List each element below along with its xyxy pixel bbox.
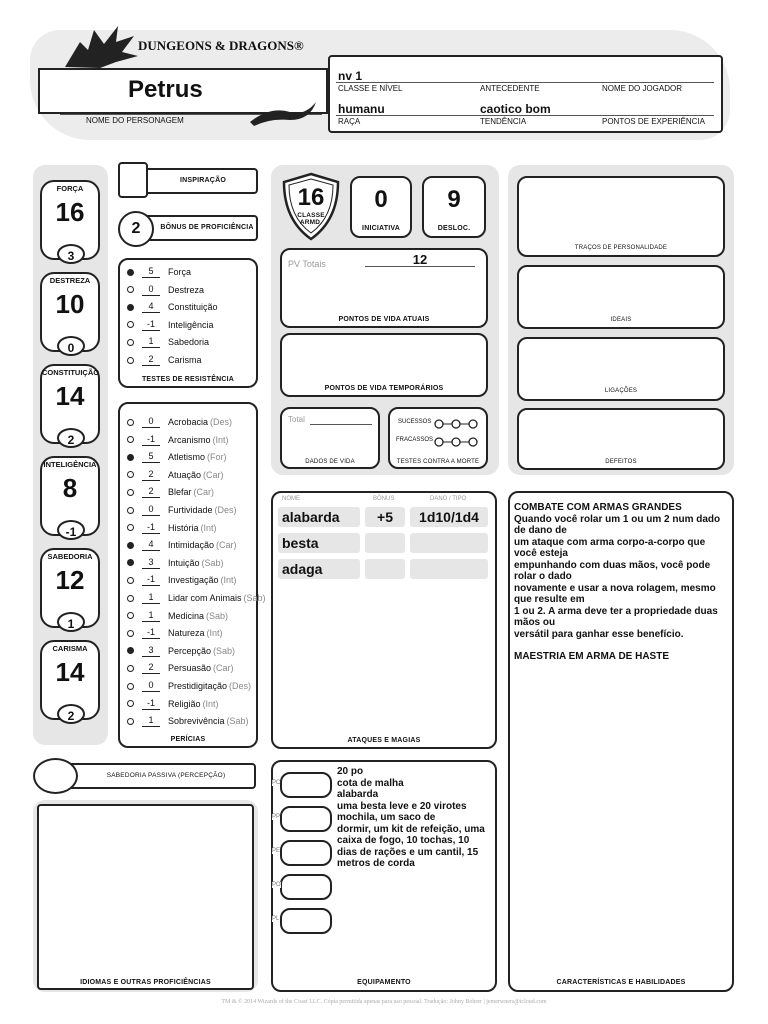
- skill-value: 3: [142, 557, 160, 569]
- equipment-line: cota de malha: [337, 777, 404, 789]
- proficiency-dot-icon[interactable]: [127, 304, 134, 311]
- proficiency-dot-icon[interactable]: [127, 321, 134, 328]
- skill-name: Furtividade: [168, 505, 213, 515]
- skill-value: 4: [142, 539, 160, 551]
- initiative-value[interactable]: 0: [374, 186, 388, 213]
- hp-temp-label: PONTOS DE VIDA TEMPORÁRIOS: [324, 385, 444, 392]
- skill-name: Arcanismo: [168, 434, 211, 445]
- attacks-box: [271, 491, 497, 749]
- skill-ability: (Int): [202, 698, 219, 709]
- skill-ability: (Sab): [206, 610, 229, 621]
- alignment-label: TENDÊNCIA: [480, 117, 527, 126]
- feature-line: MAESTRIA EM ARMA DE HASTE: [514, 651, 669, 662]
- skill-name: Intuição: [168, 557, 200, 568]
- feature-line: COMBATE COM ARMAS GRANDES: [514, 502, 682, 513]
- skill-value: 0: [142, 504, 160, 516]
- character-name-label: NOME DO PERSONAGEM: [86, 116, 184, 125]
- saving-throw-value: 4: [142, 301, 160, 313]
- hit-dice-label: DADOS DE VIDA: [305, 459, 355, 465]
- saving-throw-row[interactable]: [127, 283, 204, 297]
- skill-row[interactable]: [127, 626, 223, 640]
- equipment-label: EQUIPAMENTO: [357, 979, 411, 986]
- skill-value: -1: [142, 434, 160, 446]
- skill-value: 1: [142, 592, 160, 604]
- ability-name: FORÇA: [56, 184, 84, 193]
- features-label: CARACTERÍSTICAS E HABILIDADES: [556, 979, 686, 986]
- successes-label: SUCESSOS: [398, 419, 432, 425]
- attack-col-bonus: BÔNUS: [373, 496, 395, 502]
- skill-name: Lidar com Animais: [168, 593, 242, 603]
- attack-damage[interactable]: [410, 533, 488, 553]
- coin-box[interactable]: [272, 806, 332, 832]
- armor-class-value[interactable]: 16: [297, 184, 325, 211]
- xp-label: PONTOS DE EXPERIÊNCIA: [602, 117, 705, 126]
- skill-value: 0: [142, 416, 160, 428]
- skill-name: Investigação: [168, 575, 219, 586]
- death-saves-label: TESTES CONTRA A MORTE: [396, 459, 480, 465]
- ability-name: INTELIGÊNCIA: [43, 460, 97, 469]
- equipment-line: dormir, um kit de refeição, uma: [337, 823, 485, 835]
- attack-col-name: NOME: [282, 496, 300, 502]
- initiative-label: INICIATIVA: [362, 225, 400, 232]
- ability-score[interactable]: 14: [55, 657, 85, 687]
- class-level-label: CLASSE E NÍVEL: [338, 84, 403, 93]
- skill-value: -1: [142, 698, 160, 710]
- attack-bonus[interactable]: +5: [365, 507, 405, 527]
- ability-box: [40, 364, 100, 447]
- tail-icon: [250, 96, 320, 126]
- ability-modifier[interactable]: 2: [57, 428, 85, 448]
- skill-name: Persuasão: [168, 663, 212, 674]
- skill-value: 5: [142, 451, 160, 463]
- coin-label: PO: [272, 882, 281, 888]
- proficiency-dot-icon[interactable]: [127, 269, 134, 276]
- skill-ability: (Int): [200, 522, 217, 533]
- skill-value: 0: [142, 680, 160, 692]
- failures-circles[interactable]: [434, 434, 478, 444]
- proficiency-dot-icon[interactable]: [127, 524, 134, 531]
- bonds-label: LIGAÇÕES: [604, 388, 638, 394]
- coin-label: PE: [272, 848, 281, 854]
- saving-throw-value: 1: [142, 336, 160, 348]
- skill-ability: (Des): [214, 505, 237, 515]
- attack-bonus[interactable]: [365, 559, 405, 579]
- saving-throw-name: Sabedoria: [168, 337, 210, 348]
- ability-name: DESTREZA: [49, 276, 91, 285]
- feature-line: [514, 640, 728, 651]
- languages-box[interactable]: [37, 804, 254, 990]
- hp-current-label: PONTOS DE VIDA ATUAIS: [338, 316, 430, 323]
- passive-wisdom-label: SABEDORIA PASSIVA (PERCEPÇÃO): [106, 772, 226, 779]
- coin-label: PL: [272, 916, 280, 922]
- ideals-label: IDEAIS: [610, 317, 632, 323]
- equipment-text[interactable]: [337, 766, 492, 870]
- flaws-label: DEFEITOS: [605, 459, 637, 465]
- attack-col-damage: DANO / TIPO: [430, 496, 467, 502]
- feature-line: versátil para ganhar esse benefício.: [514, 628, 684, 640]
- race-value[interactable]: humanu: [338, 102, 385, 116]
- saving-throw-value: 2: [142, 354, 160, 366]
- ability-modifier[interactable]: 3: [57, 244, 85, 264]
- proficiency-dot-icon[interactable]: [127, 665, 134, 672]
- ability-modifier[interactable]: 0: [57, 336, 85, 356]
- skill-value: 2: [142, 662, 160, 674]
- attacks-label: ATAQUES E MAGIAS: [347, 737, 421, 744]
- skill-name: Natureza: [168, 628, 205, 639]
- ability-box: [40, 272, 100, 355]
- saving-throw-row[interactable]: [127, 265, 191, 279]
- ability-score[interactable]: 10: [55, 289, 85, 319]
- proficiency-dot-icon[interactable]: [127, 436, 134, 443]
- saving-throw-value: -1: [142, 319, 160, 331]
- skill-name: Medicina: [168, 610, 205, 621]
- skills-label: PERÍCIAS: [170, 736, 206, 743]
- skill-ability: (Sab): [201, 557, 224, 568]
- proficiency-dot-icon[interactable]: [127, 612, 134, 619]
- traits-label: TRAÇOS DE PERSONALIDADE: [574, 245, 668, 251]
- proficiency-dot-icon[interactable]: [127, 577, 134, 584]
- ability-name: CONSTITUIÇÃO: [42, 368, 100, 377]
- ability-score[interactable]: 16: [55, 197, 85, 227]
- armor-class-label: CLASSE ARMD.: [297, 212, 325, 226]
- skill-ability: (Int): [206, 628, 223, 639]
- attack-name[interactable]: alabarda: [278, 507, 360, 527]
- saving-throw-name: Constituição: [168, 302, 218, 313]
- ability-box: [40, 640, 100, 723]
- saving-throw-row[interactable]: [127, 300, 218, 314]
- proficiency-dot-icon[interactable]: [127, 339, 134, 346]
- ability-modifier[interactable]: 2: [57, 704, 85, 724]
- character-name[interactable]: Petrus: [128, 76, 203, 103]
- logo-text: DUNGEONS & DRAGONS®: [138, 38, 304, 53]
- dragon-logo-icon: [60, 22, 140, 72]
- successes-circles[interactable]: [434, 416, 478, 426]
- skill-row[interactable]: [127, 485, 214, 499]
- feature-line: Quando você rolar um 1 ou um 2 num dado de dano de: [514, 513, 721, 536]
- features-text[interactable]: [514, 502, 728, 663]
- coin-box[interactable]: [272, 908, 332, 934]
- ability-score[interactable]: 8: [62, 473, 78, 503]
- coin-box[interactable]: [272, 772, 332, 798]
- skill-name: Acrobacia: [168, 417, 209, 427]
- skill-name: Blefar: [168, 487, 192, 498]
- hit-dice-total-label: Total: [288, 415, 305, 424]
- skill-row[interactable]: [127, 468, 224, 482]
- skill-value: 2: [142, 469, 160, 481]
- proficiency-dot-icon[interactable]: [127, 647, 134, 654]
- saving-throws-label: TESTES DE RESISTÊNCIA: [141, 376, 235, 383]
- equipment-line: caixa de fogo, 10 tochas, 10: [337, 835, 470, 846]
- skill-ability: (Int): [212, 434, 229, 445]
- ability-box: [40, 180, 100, 263]
- skill-name: Intimidação: [168, 540, 215, 551]
- skill-row[interactable]: [127, 450, 227, 464]
- skill-row[interactable]: [127, 415, 232, 429]
- ability-modifier[interactable]: 1: [57, 612, 85, 632]
- skill-name: Sobrevivência: [168, 716, 225, 727]
- skill-name: Atuação: [168, 469, 202, 480]
- equipment-line: mochila, um saco de: [337, 812, 436, 823]
- saving-throw-name: Destreza: [168, 284, 205, 295]
- equipment-line: 20 po: [337, 766, 364, 777]
- attack-damage[interactable]: [410, 559, 488, 579]
- class-level-value[interactable]: nv 1: [338, 69, 363, 83]
- proficiency-dot-icon[interactable]: [127, 471, 134, 478]
- proficiency-dot-icon[interactable]: [127, 630, 134, 637]
- feature-line: um ataque com arma corpo-a-corpo que você esteja: [514, 536, 706, 559]
- proficiency-dot-icon[interactable]: [127, 559, 134, 566]
- ability-name: SABEDORIA: [47, 552, 93, 561]
- background-label: ANTECEDENTE: [480, 84, 540, 93]
- skill-name: Prestidigitação: [168, 681, 228, 691]
- proficiency-dot-icon[interactable]: [127, 357, 134, 364]
- skill-name: Atletismo: [168, 452, 206, 463]
- skill-row[interactable]: [127, 714, 249, 728]
- skill-ability: (Car): [213, 663, 234, 674]
- ability-box: [40, 548, 100, 631]
- attack-bonus[interactable]: [365, 533, 405, 553]
- inspiration-label: INSPIRAÇÃO: [180, 177, 226, 184]
- skill-row[interactable]: [127, 503, 237, 517]
- skill-name: Religião: [168, 698, 201, 709]
- footer-text: TM & © 2014 Wizards of the Coast LLC. Cópia permitida apenas para uso pessoal. Tradução: Johny Bohrer | jemerwners@icloud.com: [221, 999, 547, 1005]
- passive-wisdom-value[interactable]: [33, 758, 78, 794]
- feature-line: 1 ou 2. A arma deve ter a propriedade duas mãos ou: [514, 605, 718, 628]
- skill-ability: (Car): [203, 469, 224, 480]
- skill-value: -1: [142, 627, 160, 639]
- proficiency-dot-icon[interactable]: [127, 542, 134, 549]
- ability-box: [40, 456, 100, 539]
- coin-box[interactable]: [272, 840, 332, 866]
- proficiency-dot-icon[interactable]: [127, 700, 134, 707]
- skill-row[interactable]: [127, 661, 234, 675]
- ability-name: CARISMA: [52, 644, 88, 653]
- ability-score[interactable]: 12: [55, 565, 85, 595]
- ability-score[interactable]: 14: [55, 381, 85, 411]
- proficiency-dot-icon[interactable]: [127, 454, 134, 461]
- saving-throw-row[interactable]: [127, 335, 209, 349]
- equipment-line: uma besta leve e 20 virotes: [337, 800, 467, 812]
- attack-damage[interactable]: 1d10/1d4: [410, 507, 488, 527]
- proficiency-dot-icon[interactable]: [127, 718, 134, 725]
- skill-ability: (For): [207, 452, 227, 463]
- coin-label: PC: [272, 780, 281, 786]
- skill-ability: (Sab): [213, 645, 236, 656]
- skill-row[interactable]: [127, 591, 266, 605]
- proficiency-dot-icon[interactable]: [127, 419, 134, 426]
- speed-label: DESLOC.: [437, 225, 471, 232]
- skill-ability: (Sab): [243, 593, 266, 603]
- ability-modifier[interactable]: -1: [57, 520, 85, 540]
- skill-row[interactable]: [127, 609, 228, 623]
- hp-total-label: PV Totais: [288, 259, 326, 269]
- skill-row[interactable]: [127, 679, 251, 693]
- equipment-line: metros de corda: [337, 858, 415, 869]
- skill-ability: (Des): [210, 417, 233, 427]
- proficiency-dot-icon[interactable]: [127, 489, 134, 496]
- inspiration-value[interactable]: [118, 162, 148, 198]
- skill-value: -1: [142, 574, 160, 586]
- skill-row[interactable]: [127, 433, 229, 447]
- skill-row[interactable]: [127, 644, 235, 658]
- skill-name: Percepção: [168, 645, 212, 656]
- skill-value: 1: [142, 715, 160, 727]
- skill-value: 3: [142, 645, 160, 657]
- skill-value: 2: [142, 486, 160, 498]
- attack-name[interactable]: besta: [278, 533, 360, 553]
- saving-throw-value: 0: [142, 284, 160, 296]
- skill-value: -1: [142, 522, 160, 534]
- skill-ability: (Sab): [226, 716, 249, 727]
- skill-ability: (Des): [229, 681, 252, 691]
- coin-box[interactable]: [272, 874, 332, 900]
- proficiency-dot-icon[interactable]: [127, 683, 134, 690]
- saving-throw-name: Força: [168, 267, 192, 277]
- languages-label: IDIOMAS E OUTRAS PROFICIÊNCIAS: [80, 979, 211, 986]
- proficiency-label: BÔNUS DE PROFICIÊNCIA: [160, 224, 254, 231]
- saving-throw-name: Inteligência: [168, 319, 214, 330]
- proficiency-dot-icon[interactable]: [127, 595, 134, 602]
- equipment-line: alabarda: [337, 789, 379, 800]
- proficiency-dot-icon[interactable]: [127, 286, 134, 293]
- equipment-line: dias de rações e um cantil, 15: [337, 846, 479, 858]
- skill-ability: (Car): [193, 487, 215, 498]
- saving-throw-value: 5: [142, 266, 160, 278]
- skill-ability: (Car): [216, 540, 237, 551]
- feature-line: novamente e usar a nova rolagem, mesmo que resulte em: [514, 582, 716, 605]
- player-name-label: NOME DO JOGADOR: [602, 84, 683, 93]
- feature-line: empunhando com duas mãos, você pode rolar o dado: [514, 559, 711, 582]
- proficiency-value[interactable]: 2: [118, 211, 154, 247]
- proficiency-dot-icon[interactable]: [127, 507, 134, 514]
- coin-label: PP: [272, 814, 281, 820]
- skill-row[interactable]: [127, 521, 217, 535]
- skill-row[interactable]: [127, 697, 219, 711]
- skill-row[interactable]: [127, 556, 224, 570]
- saving-throw-row[interactable]: [127, 353, 202, 367]
- skill-ability: (Int): [220, 575, 237, 586]
- skill-name: História: [168, 522, 199, 533]
- skill-value: 1: [142, 610, 160, 622]
- alignment-value[interactable]: caotico bom: [480, 102, 551, 116]
- failures-label: FRACASSOS: [396, 437, 434, 443]
- skill-row[interactable]: [127, 538, 237, 552]
- hp-total-value[interactable]: 12: [412, 252, 428, 267]
- race-label: RAÇA: [338, 117, 361, 126]
- skill-row[interactable]: [127, 573, 237, 587]
- speed-value[interactable]: 9: [447, 186, 461, 213]
- saving-throw-name: Carisma: [168, 355, 202, 365]
- attack-name[interactable]: adaga: [278, 559, 360, 579]
- saving-throw-row[interactable]: [127, 318, 214, 332]
